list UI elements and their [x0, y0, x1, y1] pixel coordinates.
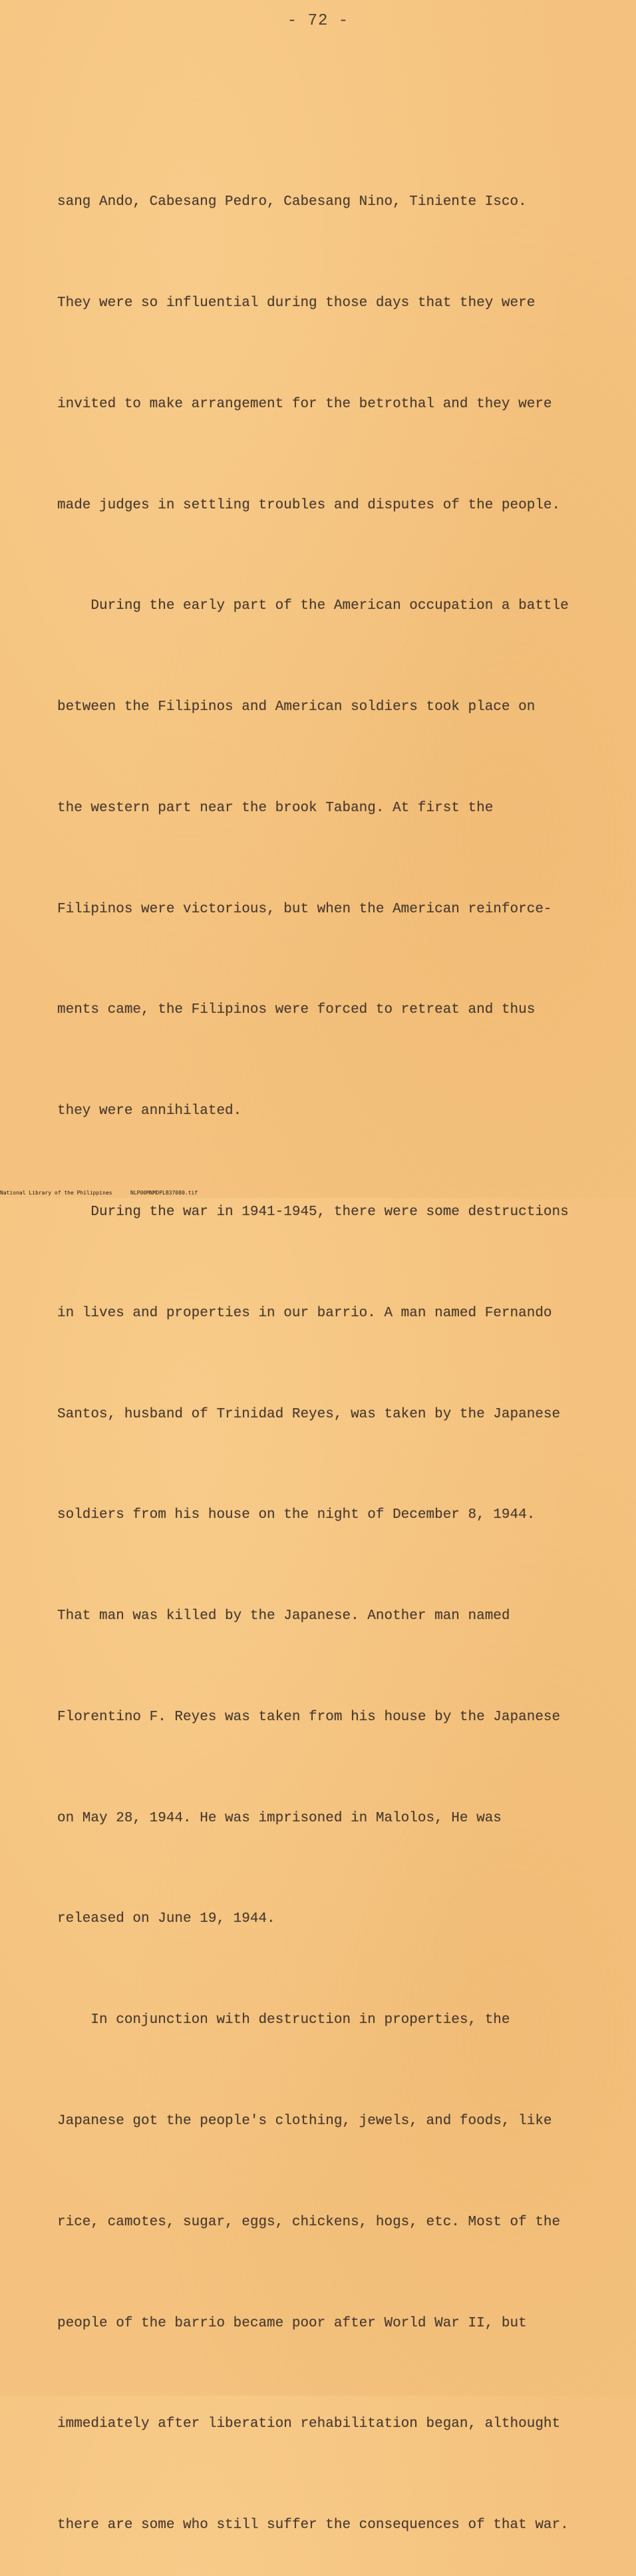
text-line: During the early part of the American occupation a battle — [57, 598, 569, 614]
text-line: Santos, husband of Trinidad Reyes, was taken by the Japanese — [57, 1406, 561, 1422]
text-line: released on June 19, 1944. — [57, 1911, 275, 1927]
text-line: the western part near the brook Tabang. At first the — [57, 800, 494, 816]
text-line: made judges in settling troubles and disputes of the people. — [57, 497, 561, 513]
text-line: They were so influential during those days that they were — [57, 295, 536, 311]
text-line: soldiers from his house on the night of December 8, 1944. — [57, 1507, 536, 1523]
text-line: on May 28, 1944. He was imprisoned in Malolos, He was — [57, 1810, 502, 1826]
text-line: they were annihilated. — [57, 1103, 242, 1119]
footer-institution: National Library of the Philippines — [0, 1190, 112, 1196]
text-line: invited to make arrangement for the betrothal and they were — [57, 396, 552, 412]
text-line: rice, camotes, sugar, eggs, chickens, hogs, etc. Most of the — [57, 2214, 561, 2230]
text-line: people of the barrio became poor after World War II, but — [57, 2315, 527, 2331]
body-text — [57, 118, 589, 2576]
text-line: During the war in 1941-1945, there were some destructions — [57, 1204, 569, 1220]
text-line: Florentino F. Reyes was taken from his house by the Japanese — [57, 1709, 561, 1725]
text-line: sang Ando, Cabesang Pedro, Cabesang Nino, Tiniente Isco. — [57, 194, 527, 210]
text-line: between the Filipinos and American soldiers took place on — [57, 699, 536, 715]
text-line: Japanese got the people's clothing, jewels, and foods, like — [57, 2114, 552, 2129]
text-line: immediately after liberation rehabilitation began, althought — [57, 2416, 561, 2432]
text-line: That man was killed by the Japanese. Another man named — [57, 1608, 510, 1624]
text-line: Filipinos were victorious, but when the American reinforce- — [57, 901, 552, 917]
page-number: - 72 - — [287, 12, 349, 30]
text-line: in lives and properties in our barrio. A man named Fernando — [57, 1305, 552, 1321]
scan-footer — [0, 1189, 266, 1196]
footer-filename: NLP00MNMDPLB37080.tif — [130, 1190, 198, 1196]
text-line: there are some who still suffer the consequences of that war. — [57, 2517, 569, 2533]
text-line: ments came, the Filipinos were forced to retreat and thus — [57, 1002, 536, 1018]
text-line: In conjunction with destruction in properties, the — [57, 2012, 510, 2028]
